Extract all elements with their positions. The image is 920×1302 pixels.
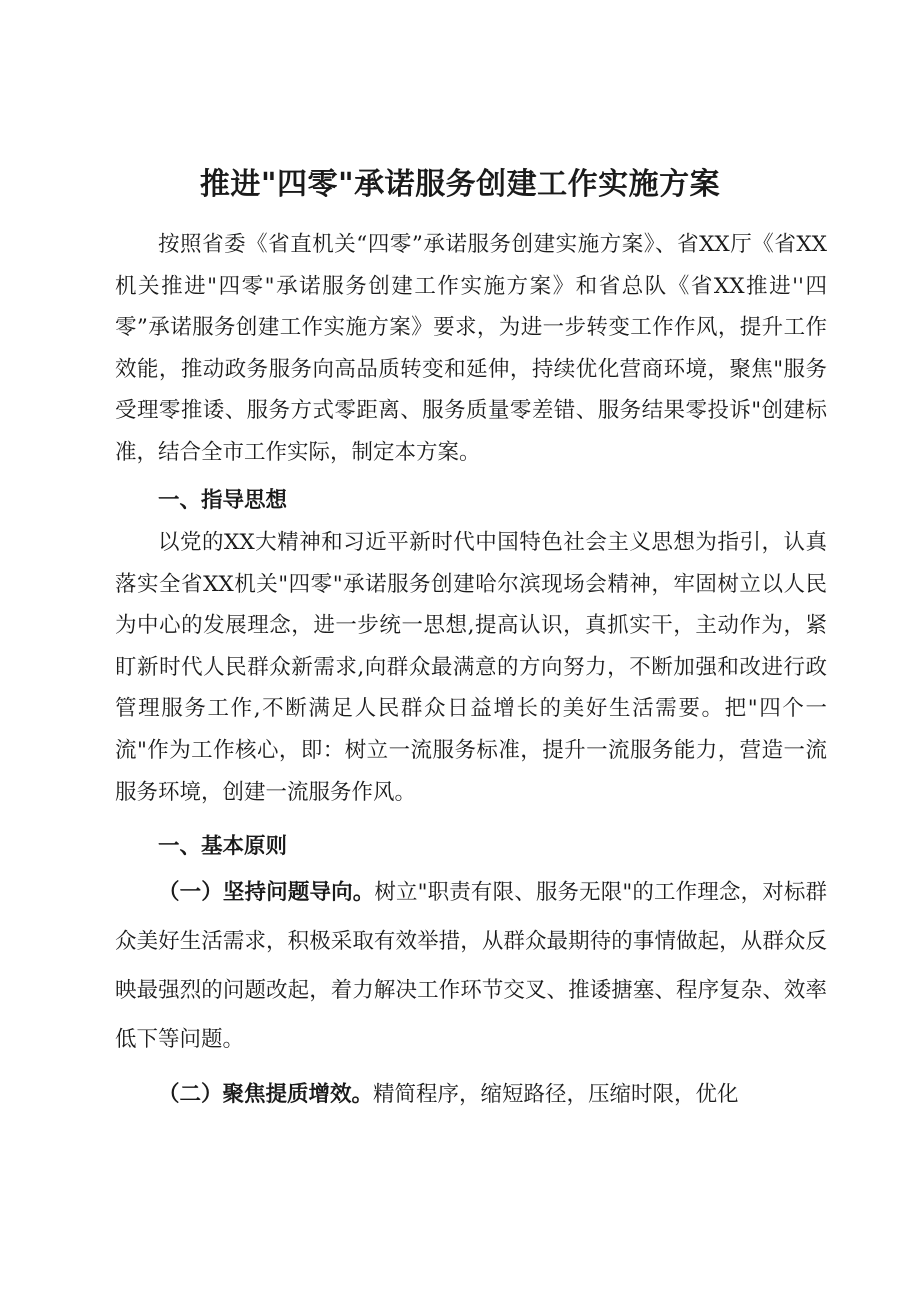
document-title: 推进"四零"承诺服务创建工作实施方案 [199,167,721,202]
principle-item-1-text: 树立"职责有限、服务无限"的工作理念，对标群众美好生活需求，积极采取有效举措，从群众最期待的事情做起，从群众反映最强烈的问题改起，着力解决工作环节交叉、推诿搪塞、程序复杂、效率低下等问题。 [115,880,827,1052]
principle-item-2 [115,1070,827,1119]
principle-item-1-lead: （一）坚持问题导向。 [158,880,375,905]
intro-paragraph: 按照省委《省直机关“四零”承诺服务创建实施方案》、省XX厅《省XX机关推进"四零"承诺服务创建工作实施方案》和省总队《省XX推进''四零”承诺服务创建工作实施方案》要求，为进一步转变工作作风，提升工作效能，推动政务服务向高品质转变和延伸，持续优化营商环境，聚焦"服务受理零推诿、服务方式零距离、服务质量零差错、服务结果零投诉"创建标准，结合全市工作实际，制定本方案。 [115,232,827,465]
guiding-ideology-paragraph: 以党的XX大精神和习近平新时代中国特色社会主义思想为指引，认真落实全省XX机关"四零"承诺服务创建哈尔滨现场会精神，牢固树立以人民为中心的发展理念，进一步统一思想,提高认识，真抓实干，主动作为，紧盯新时代人民群众新需求,向群众最满意的方向努力，不断加强和改进行政管理服务工作,不断满足人民群众日益增长的美好生活需要。把"四个一流"作为工作核心，即：树立一流服务标准，提升一流服务能力，营造一流服务环境，创建一流服务作风。 [115,530,827,805]
principle-item-2-lead: （二）聚焦提质增效。 [158,1082,374,1107]
principle-item-1 [115,868,827,1064]
principle-item-2-text: 精简程序，缩短路径，压缩时限，优化 [373,1082,739,1107]
section-heading-guiding-ideology: 一、指导思想 [158,488,288,513]
section-heading-basic-principles: 一、基本原则 [158,834,288,859]
